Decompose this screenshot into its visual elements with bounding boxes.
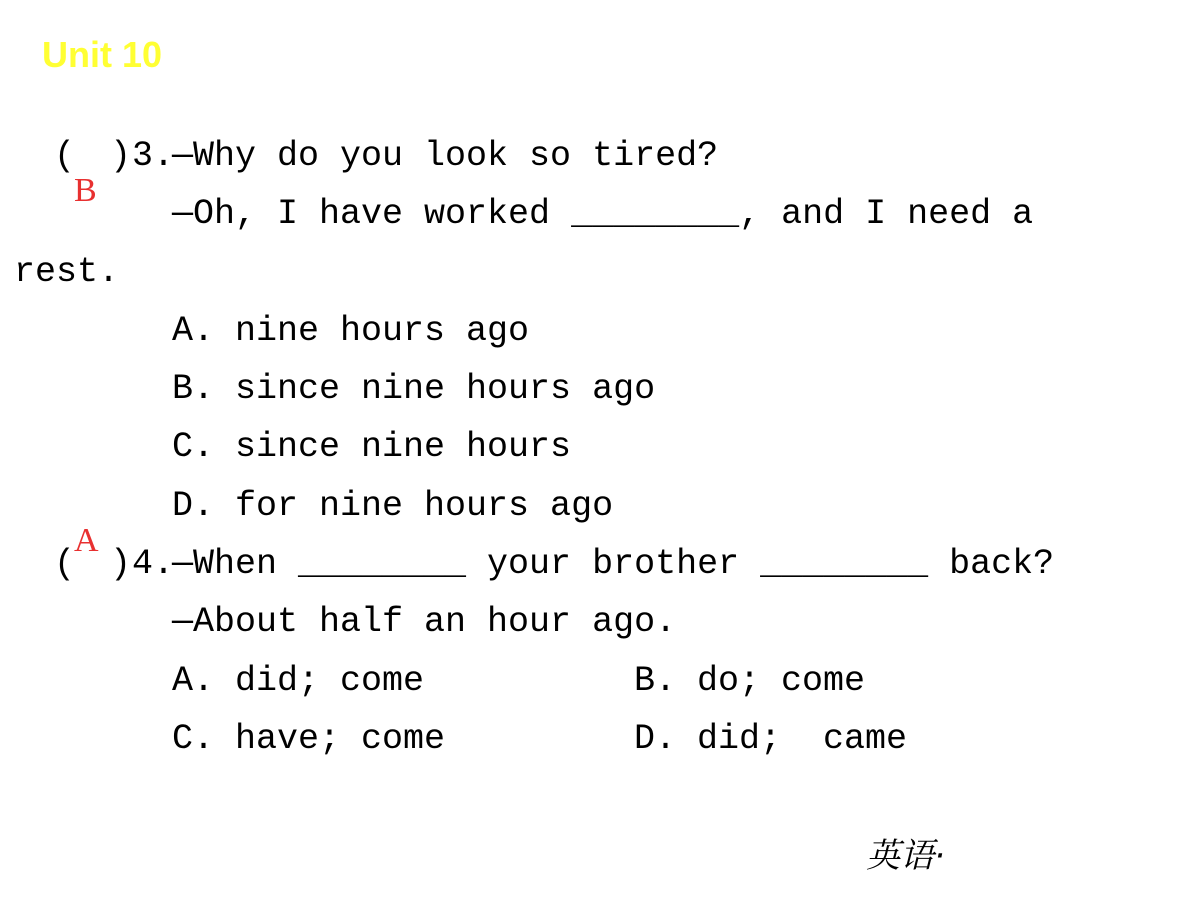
footer-subject: 英语· [866,836,945,876]
q3-stem-line-3: rest. [14,252,120,292]
q4-stem-line-1: —When ________ your brother ________ back? [172,544,1055,584]
q3-option-a: A. nine hours ago [172,311,530,351]
q4-number: 4. [132,544,175,584]
q3-answer: B [74,172,97,209]
q4-option-d: D. did; came [634,719,908,759]
q3-stem-line-2: —Oh, I have worked ________, and I need a [172,194,1034,234]
q3-option-b: B. since nine hours ago [172,369,656,409]
q3-number: 3. [132,136,175,176]
q4-paren-close: ) [110,544,132,584]
q4-option-a: A. did; come [172,661,425,701]
q3-option-d: D. for nine hours ago [172,486,614,526]
q3-stem-line-1: —Why do you look so tired? [172,136,719,176]
unit-title: Unit 10 [42,34,163,75]
q3-paren-close: ) [110,136,132,176]
q4-answer: A [74,522,99,559]
q3-option-c: C. since nine hours [172,427,572,467]
q4-paren-open: ( [54,544,76,584]
q4-stem-line-2: —About half an hour ago. [172,602,677,642]
q4-option-b: B. do; come [634,661,866,701]
q4-option-c: C. have; come [172,719,446,759]
q3-paren-open: ( [54,136,76,176]
